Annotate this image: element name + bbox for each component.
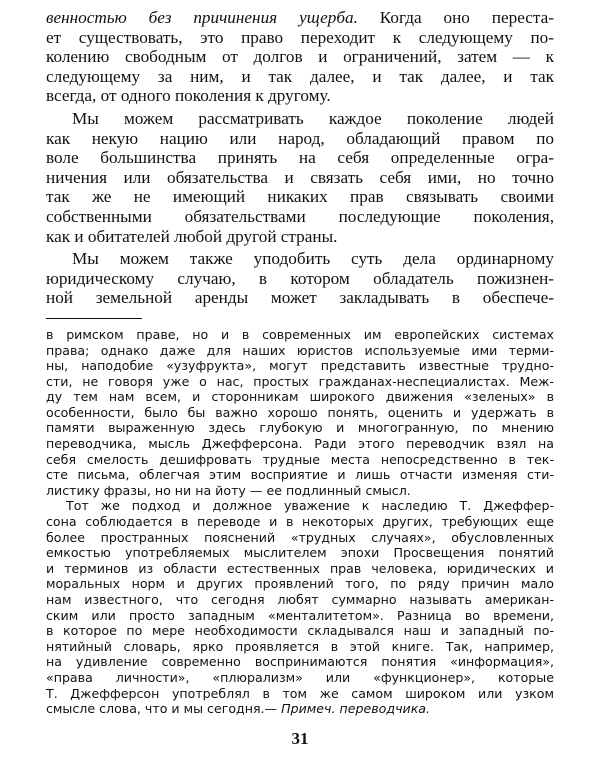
paragraph-1 <box>46 8 554 106</box>
footnote-divider <box>46 318 142 319</box>
text-line: колению свободным от долгов и ограничений, затем — к <box>46 47 554 67</box>
footnote-line: памяти выраженную здесь глубокую и многогранную, по мнению <box>46 420 554 436</box>
footnote-line: и терминов из области естественных прав человека, юридических и <box>46 560 554 576</box>
footnote-line-end: смысле слова, что и мы сегодня.— <box>46 701 278 717</box>
footnote-line: сти, не говоря уже о нас, простых гражданах-неспециалистах. Меж- <box>46 373 554 389</box>
footnote-line: моральных норм и других проявлений того, по ряду причин мало <box>46 576 554 592</box>
footnote-line: на удивление современно воспринимаются понятия «информация», <box>46 654 554 670</box>
footnote-line: себя смелость дешифровать трудные места непосредственно в тек- <box>46 451 554 467</box>
text-line: Когда оно переста- <box>357 8 554 27</box>
footnote-line: Тот же подход и должное уважение к наследию Т. Джеффер- <box>66 498 554 514</box>
footnote-line: листику фразы, но ни на йоту — ее подлинный смысл. <box>46 482 411 498</box>
text-line: как и обитателей любой другой страны. <box>46 226 338 246</box>
page-number: 31 <box>291 729 309 748</box>
text-line: ничения или обязательства и связать себя ими, но точно <box>46 167 554 187</box>
main-text <box>46 8 554 308</box>
footnote-line: ским или просто западным «менталитетом». Разница во времени, <box>46 607 554 623</box>
text-line: юридическому случаю, в котором обладатель пожизнен- <box>46 268 554 288</box>
footnote-line: в которое по мере необходимости складывался наш и западный по- <box>46 623 554 639</box>
footnote-line: емкостью употребляемых мыслителем эпохи Просвещения понятий <box>46 545 554 561</box>
text-line: воле большинства принять на себя определенные огра- <box>46 148 554 168</box>
footnote-line: ны, наподобие «узуфрукта», могут представить известные трудно- <box>46 358 554 374</box>
footnote <box>46 327 554 717</box>
footnote-line: «права личности», «плюрализм» или «функционер», которые <box>46 669 554 685</box>
footnote-line: нам известного, что сегодня любят суммарно называть американ- <box>46 592 554 607</box>
text-line: собственными обязательствами последующие поколения, <box>46 206 554 226</box>
footnote-line: ду тем нам всем, и сторонникам широкого движения «зеленых» в <box>46 389 554 405</box>
footnote-line: более пространных пояснений «трудных случаях», обусловленных <box>46 529 554 545</box>
footnote-line: сона соблюдается в переводе и в некоторых других, требующих еще <box>46 514 554 530</box>
footnote-line: в римском праве, но и в современных им европейских системах <box>46 326 554 342</box>
footnote-last-line <box>46 701 554 717</box>
text-line: Мы можем также уподобить суть дела ординарному <box>72 249 554 269</box>
footnote-line: Т. Джефферсон употреблял в том же самом широком или узком <box>46 685 554 701</box>
text-line: так же не имеющий никаких прав связывать своими <box>46 187 554 207</box>
text-line: всегда, от одного поколения к другому. <box>46 86 331 106</box>
paragraph-2 <box>46 109 554 246</box>
footnote-line: переводчика, мысль Джефферсона. Ради этого переводчик взял на <box>46 436 554 452</box>
text-line: Мы можем рассматривать каждое поколение людей <box>72 108 554 128</box>
italic-lead: венностью без причинения ущерба. <box>46 8 358 27</box>
text-line: как некую нацию или народ, обладающий правом по <box>46 128 554 148</box>
text-line: ет существовать, это право переходит к следующему по- <box>46 27 554 47</box>
footnote-line: особенности, было бы важно хорошо понять, оценить и удержать в <box>46 404 554 420</box>
footnote-line: права; однако даже для наших юристов используемые ими терми- <box>46 342 554 358</box>
text-line: следующему за ним, и так далее, и так далее, и так <box>46 66 554 86</box>
footnote-paragraph-2 <box>46 498 554 716</box>
footnote-line: нятийный словарь, ярко проявляется в этой книге. Так, например, <box>46 638 554 654</box>
translator-note: Примеч. переводчика. <box>277 701 431 717</box>
paragraph-3 <box>46 249 554 308</box>
text-line: ной земельной аренды может закладывать в обеспече- <box>46 288 554 308</box>
footnote-line: сте письма, облегчая этим восприятие и лишь отчасти изменяя сти- <box>46 467 554 483</box>
footnote-paragraph-1 <box>46 327 554 499</box>
